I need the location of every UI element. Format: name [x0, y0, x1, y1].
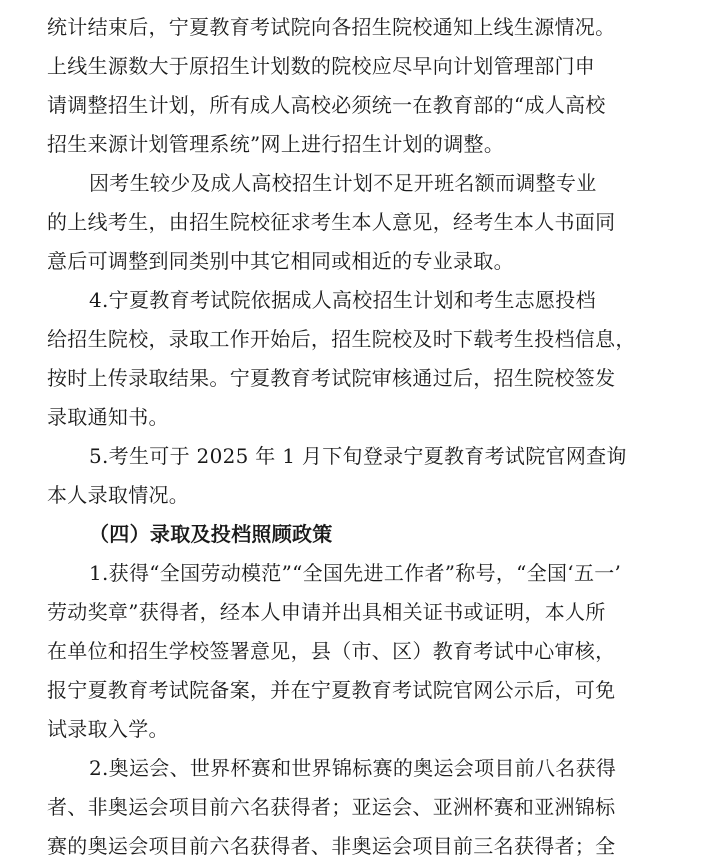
text-line-3: 请调整招生计划，所有成人高校必须统一在教育部的“成人高校: [47, 93, 606, 117]
text-line-19: 试录取入学。: [47, 717, 169, 741]
section-heading: （四）录取及投档照顾政策: [89, 522, 333, 546]
text-line-2: 上线生源数大于原招生计划数的院校应尽早向计划管理部门申: [47, 54, 596, 78]
text-line-21: 者、非奥运会项目前六名获得者；亚运会、亚洲杯赛和亚洲锦标: [47, 795, 616, 819]
text-line-1: 统计结束后，宁夏教育考试院向各招生院校通知上线生源情况。: [47, 15, 616, 39]
text-line-11: 录取通知书。: [47, 405, 169, 429]
text-line-8: 4.宁夏教育考试院依据成人高校招生计划和考生志愿投档: [89, 288, 596, 312]
text-line-22: 赛的奥运会项目前六名获得者、非奥运会项目前三名获得者；全: [47, 834, 616, 857]
text-line-17: 在单位和招生学校签署意见，县（市、区）教育考试中心审核，: [47, 639, 616, 663]
text-line-6: 的上线考生，由招生院校征求考生本人意见，经考生本人书面同: [47, 210, 616, 234]
text-line-16: 劳动奖章”获得者，经本人申请并出具相关证书或证明，本人所: [47, 600, 606, 624]
text-line-7: 意后可调整到同类别中其它相同或相近的专业录取。: [47, 249, 514, 273]
text-line-13: 本人录取情况。: [47, 483, 190, 507]
text-line-12: 5.考生可于 2025 年 1 月下旬登录宁夏教育考试院官网查询: [89, 444, 627, 468]
text-line-4: 招生来源计划管理系统”网上进行招生计划的调整。: [47, 132, 505, 156]
text-line-15: 1.获得“全国劳动模范”“全国先进工作者”称号，“全国‘五一’: [89, 561, 622, 585]
text-line-5: 因考生较少及成人高校招生计划不足开班名额而调整专业: [89, 171, 597, 195]
text-line-20: 2.奥运会、世界杯赛和世界锦标赛的奥运会项目前八名获得: [89, 756, 617, 780]
text-line-10: 按时上传录取结果。宁夏教育考试院审核通过后，招生院校签发: [47, 366, 616, 390]
text-line-9: 给招生院校，录取工作开始后，招生院校及时下载考生投档信息，: [47, 327, 636, 351]
text-line-18: 报宁夏教育考试院备案，并在宁夏教育考试院官网公示后，可免: [47, 678, 616, 702]
